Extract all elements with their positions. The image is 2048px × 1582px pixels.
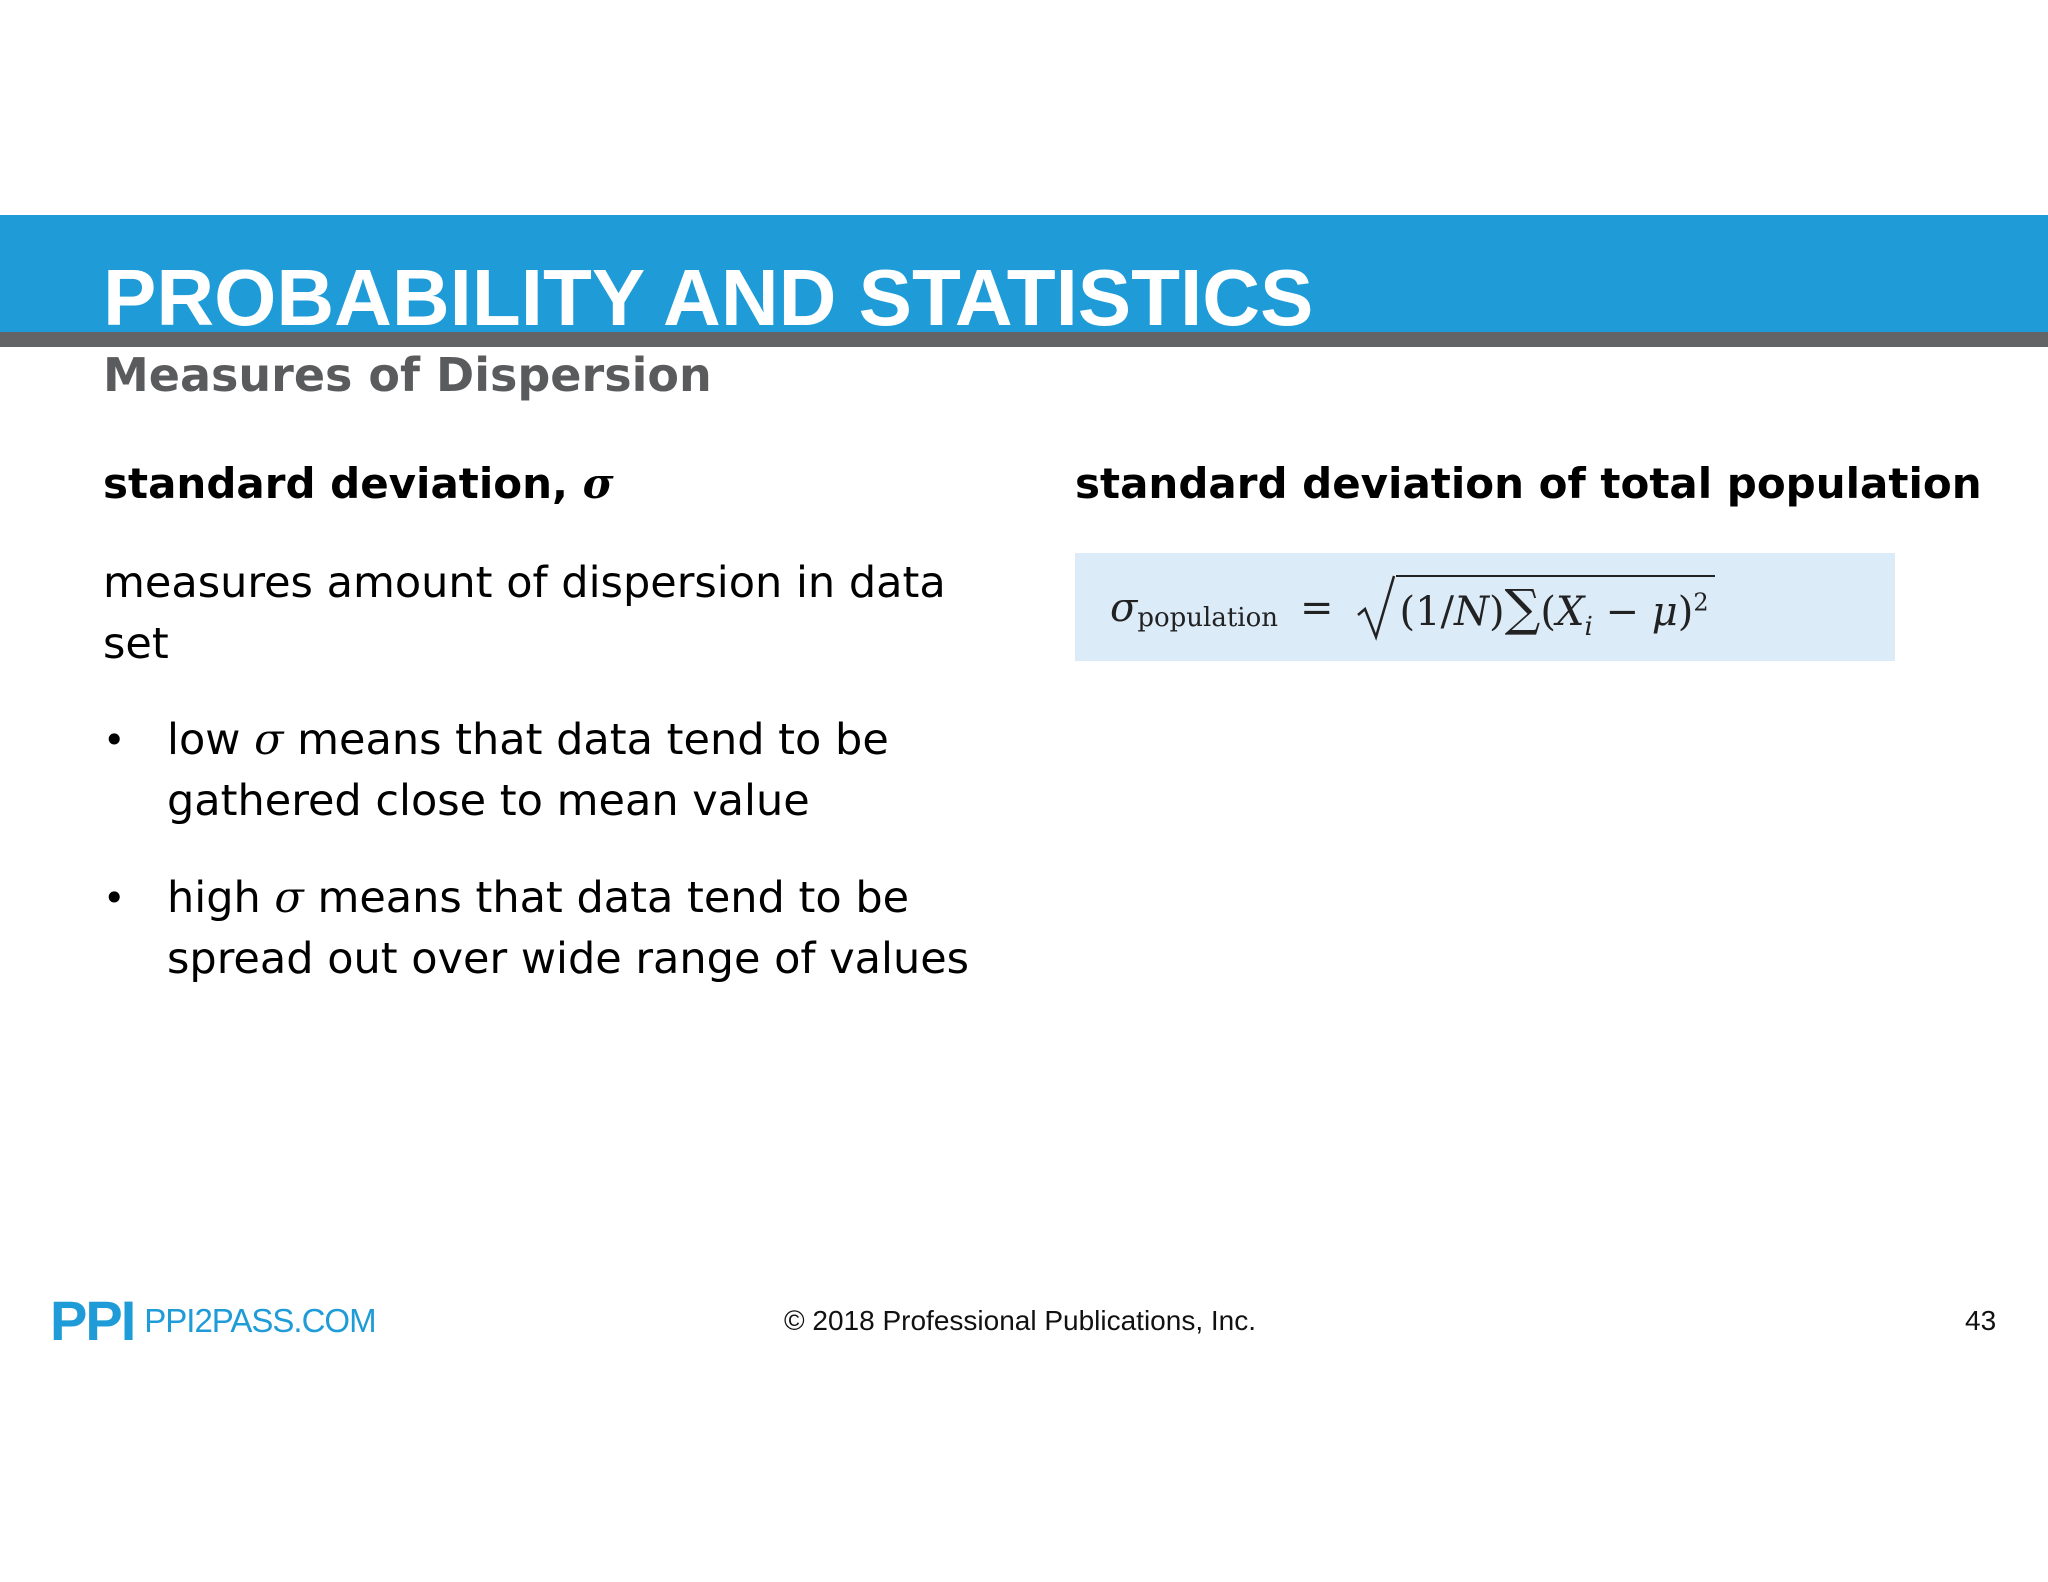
bullet-marker: •: [103, 876, 126, 920]
formula-subscript: population: [1137, 603, 1278, 633]
list-item: [103, 868, 983, 990]
dispersion-description: measures amount of dispersion in data set: [103, 558, 946, 669]
ppi-logo: [50, 1289, 376, 1352]
term-minus: −: [1592, 589, 1652, 635]
population-std-formula: [1110, 575, 1715, 641]
list-item: [103, 710, 983, 832]
summation-symbol: ∑: [1504, 579, 1541, 637]
sigma-symbol: σ: [254, 715, 284, 765]
bullet-prefix: high: [167, 873, 275, 923]
sigma-symbol: σ: [274, 873, 304, 923]
logo-mark: PPI: [50, 1289, 135, 1352]
radicand-prefix: (1/: [1399, 589, 1455, 635]
bullet-prefix: low: [167, 715, 255, 765]
exponent: 2: [1693, 588, 1709, 617]
left-column-heading: [103, 459, 614, 509]
right-column-heading: standard deviation of total population: [1075, 459, 1982, 508]
bullet-marker: •: [103, 718, 126, 762]
radicand: [1396, 575, 1715, 641]
square-root: [1356, 575, 1715, 641]
bullet-text: means that data tend to be spread out over wide range of values: [167, 873, 970, 984]
formula-box: [1075, 553, 1895, 661]
page-number: 43: [1965, 1305, 1997, 1336]
formula-equals: =: [1299, 585, 1334, 631]
slide-subtitle: Measures of Dispersion: [103, 348, 712, 402]
slide-title: PROBABILITY AND STATISTICS: [103, 253, 1314, 342]
term-X: X: [1555, 589, 1585, 635]
term-subscript: i: [1584, 612, 1593, 642]
formula-sigma: σ: [1110, 585, 1138, 631]
sigma-symbol: σ: [582, 459, 614, 508]
bullet-text: means that data tend to be gathered close to mean value: [167, 715, 889, 826]
copyright: © 2018 Professional Publications, Inc.: [784, 1305, 1257, 1336]
term-open: (: [1540, 589, 1556, 635]
left-heading-text: standard deviation,: [103, 459, 583, 508]
bullet-list: [103, 710, 983, 1026]
radical-sign-icon: [1356, 575, 1396, 641]
radicand-N: N: [1454, 589, 1490, 635]
logo-site: PPI2PASS.COM: [144, 1302, 376, 1339]
term-close: ): [1677, 589, 1694, 635]
radicand-close: ): [1489, 589, 1505, 635]
term-mu: μ: [1651, 589, 1678, 635]
